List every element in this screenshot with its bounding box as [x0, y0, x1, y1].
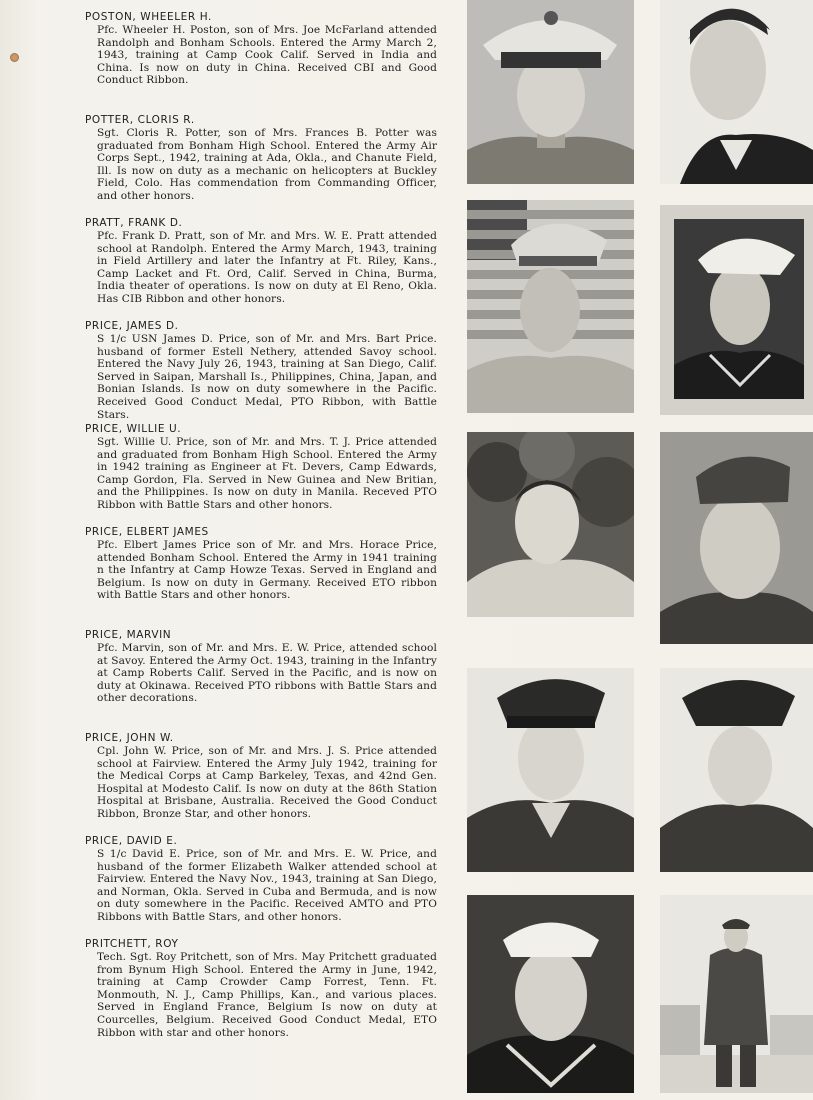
entry-bio: Tech. Sgt. Roy Pritchett, son of Mrs. May Pritchett graduated from Bynum High School. Entered the Army in June, 1942, training at Camp Crowder Camp Forrest, Tenn. Ft. Monmouth, N. J., Camp Phillips, Kan., and various places. Served in England France, Belgium Is now on duty at Courcelles, Belgium. Received Good Conduct Medal, ETO Ribbon with star and other honors.	[97, 951, 437, 1039]
portrait-pratt	[467, 200, 634, 413]
entry-bio: Pfc. Elbert James Price son of Mr. and Mrs. Horace Price, attended Bonham School. Entered the Army in 1941 training n the Infantry at Camp Howze Texas. Served in England and Belgium. Is now on duty in Germany. Received ETO ribbon with Battle Stars and other honors.	[97, 539, 437, 602]
entry-name: PRICE, WILLIE U.	[85, 423, 182, 435]
portrait-poston	[467, 0, 634, 184]
entry-name: PRICE, JAMES D.	[85, 320, 179, 332]
entry-price-marvin	[85, 628, 437, 731]
portrait-pritchett	[660, 895, 813, 1093]
entry-name: PRICE, MARVIN	[85, 629, 172, 641]
entry-bio: Pfc. Marvin, son of Mr. and Mrs. E. W. Price, attended school at Savoy. Entered the Army Oct. 1943, training in the Infantry at Camp Roberts Calif. Served in the Pacific, and is now on duty at Okinawa. Received PTO ribbons with Battle Stars and other decorations.	[97, 642, 437, 705]
entry-price-elbert	[85, 525, 437, 628]
portrait-price-james	[660, 205, 813, 415]
entry-potter	[85, 113, 437, 216]
entry-pritchett	[85, 937, 437, 1040]
punch-hole	[10, 53, 19, 62]
entry-price-willie	[85, 422, 437, 525]
entry-price-james	[85, 319, 437, 422]
entry-name: PRATT, FRANK D.	[85, 217, 183, 229]
portrait-price-willie	[467, 432, 634, 617]
entry-bio: Pfc. Frank D. Pratt, son of Mr. and Mrs. W. E. Pratt attended school at Randolph. Entered the Army March, 1943, training in Field Artillery and later the Infantry at Ft. Riley, Kans., Camp Lacket and Ft. Ord, Calif. Served in China, Burma, India theater of operations. Is now on duty at El Reno, Okla. Has CIB Ribbon and other honors.	[97, 230, 437, 305]
entry-name: POTTER, CLORIS R.	[85, 114, 195, 126]
entry-bio: Sgt. Cloris R. Potter, son of Mrs. Frances B. Potter was graduated from Bonham High School. Entered the Army Air Corps Sept., 1942, training at Ada, Okla., and Chanute Field, Ill. Is now on duty as a mechanic on helicopters at Buckley Field, Colo. Has commendation from Commanding Officer, and other honors.	[97, 127, 437, 202]
portrait-price-david	[467, 895, 634, 1093]
entry-price-john	[85, 731, 437, 834]
portrait-potter	[660, 0, 813, 184]
entry-poston	[85, 10, 437, 113]
portrait-price-john	[660, 668, 813, 872]
entry-name: PRITCHETT, ROY	[85, 938, 179, 950]
entry-name: PRICE, ELBERT JAMES	[85, 526, 209, 538]
entry-bio: Cpl. John W. Price, son of Mr. and Mrs. J. S. Price attended school at Fairview. Entered the Army July 1942, training for the Medical Corps at Camp Barkeley, Texas, and 42nd Gen. Hospital at Modesto Calif. Is now on duty at the 86th Station Hospital at Brisbane, Australia. Received the Good Conduct Ribbon, Bronze Star, and other honors.	[97, 745, 437, 820]
entry-pratt	[85, 216, 437, 319]
entry-name: PRICE, DAVID E.	[85, 835, 178, 847]
portrait-price-marvin	[467, 668, 634, 872]
entry-bio: Pfc. Wheeler H. Poston, son of Mrs. Joe McFarland attended Randolph and Bonham Schools. Entered the Army March 2, 1943, training at Camp Cook Calif. Served in India and China. Is now on duty in China. Received CBI and Good Conduct Ribbon.	[97, 24, 437, 87]
portrait-price-elbert	[660, 432, 813, 644]
biography-column	[85, 10, 437, 1040]
entry-price-david	[85, 834, 437, 937]
entry-bio: S 1/c USN James D. Price, son of Mr. and Mrs. Bart Price. husband of former Estell Nethery, attended Savoy school. Entered the Navy July 26, 1943, training at San Diego, Calif. Served in Saipan, Marshall Is., Philippines, China, Japan, and Bonian Islands. Is now on duty somewhere in the Pacific. Received Good Conduct Medal, PTO Ribbon, with Battle Stars.	[97, 333, 437, 421]
entry-name: PRICE, JOHN W.	[85, 732, 174, 744]
entry-name: POSTON, WHEELER H.	[85, 11, 212, 23]
entry-bio: Sgt. Willie U. Price, son of Mr. and Mrs. T. J. Price attended and graduated from Bonham High School. Entered the Army in 1942 training as Engineer at Ft. Devers, Camp Edwards, Camp Gordon, Fla. Served in New Guinea and New Britian, and the Philippines. Is now on duty in Manila. Receved PTO Ribbon with Battle Stars and other honors.	[97, 436, 437, 511]
entry-bio: S 1/c David E. Price, son of Mr. and Mrs. E. W. Price, and husband of the former Elizabeth Walker attended school at Fairview. Entered the Navy Nov., 1943, training at San Diego, and Norman, Okla. Served in Cuba and Bermuda, and is now on duty somewhere in the Pacific. Received AMTO and PTO Ribbons with Battle Stars, and other honors.	[97, 848, 437, 923]
